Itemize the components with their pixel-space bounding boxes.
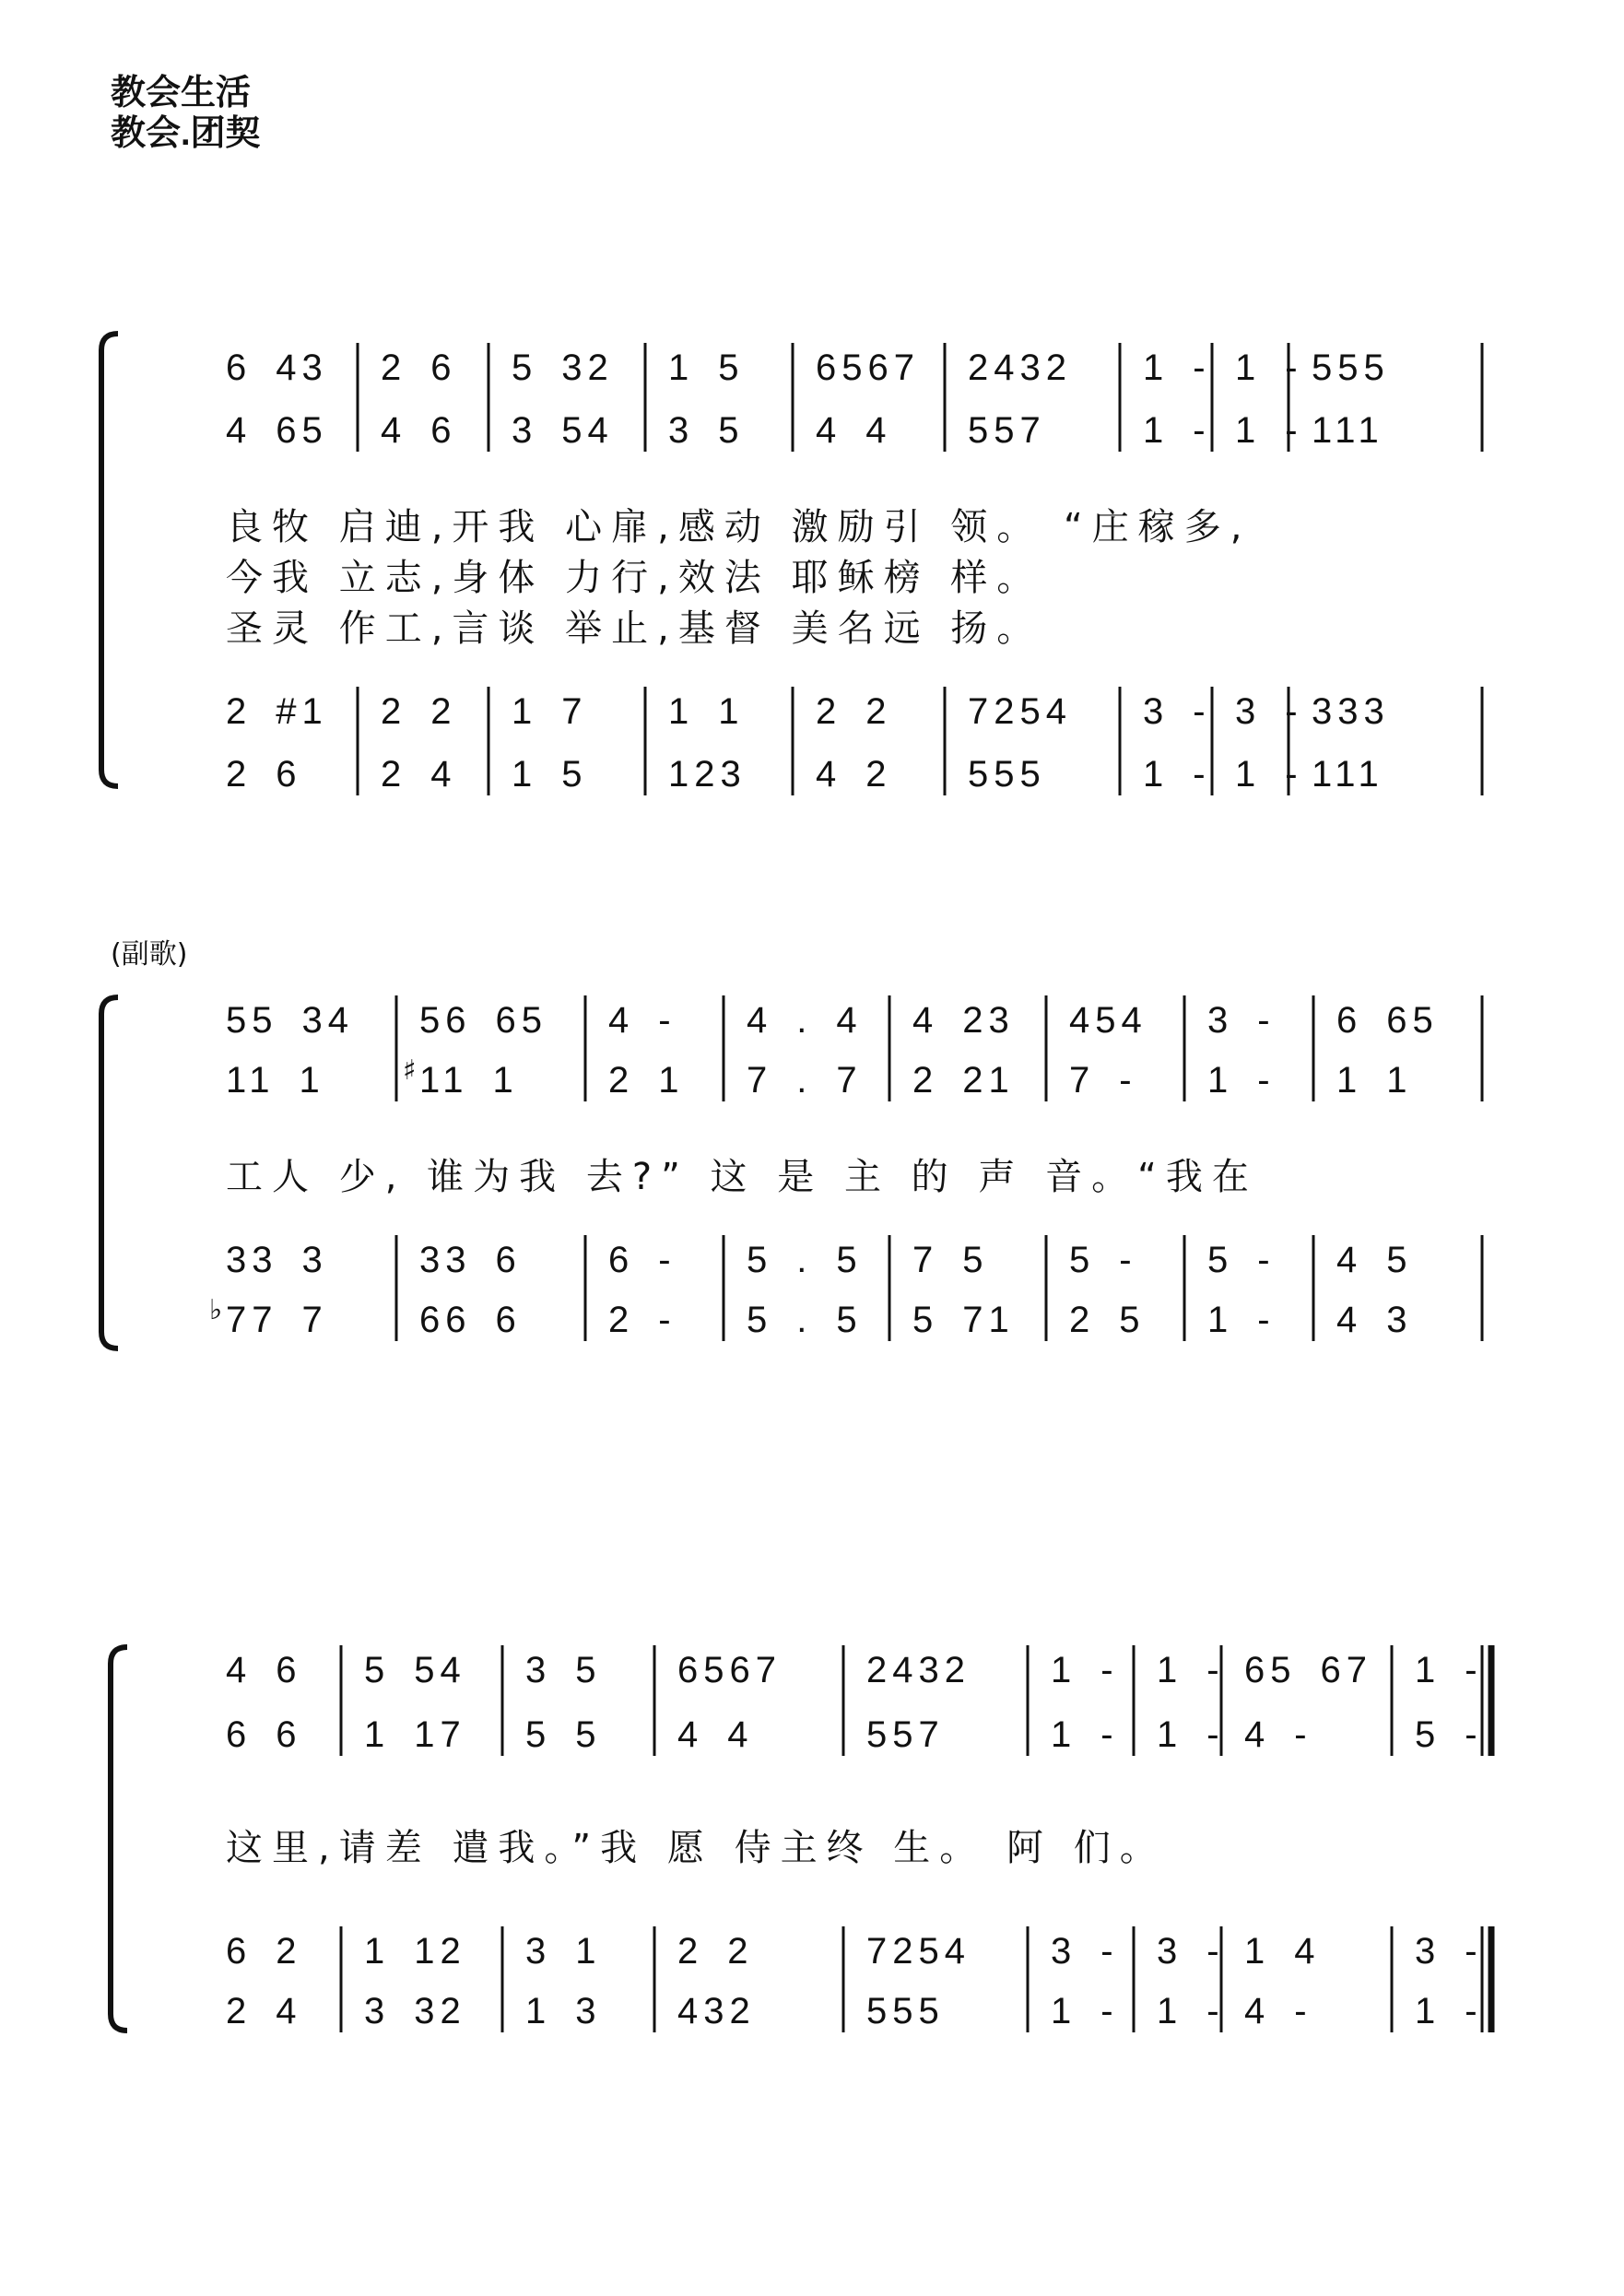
note-group: 3 5 xyxy=(668,410,745,451)
note-group: 5 . 5 xyxy=(747,1240,863,1280)
note-group: 333 xyxy=(1312,691,1390,732)
note-group: 4 3 xyxy=(1336,1300,1413,1340)
note-group: 4 65 xyxy=(226,410,328,451)
note-group: 4 - xyxy=(608,1000,677,1041)
note-group: 2 4 xyxy=(381,754,457,795)
system-bracket xyxy=(101,334,118,786)
note-group: 432 xyxy=(677,1991,756,2031)
note-group: 6 65 xyxy=(1336,1000,1439,1041)
note-group: 3 - xyxy=(1235,691,1303,732)
note-group: 65 67 xyxy=(1244,1650,1372,1690)
note-group: 2 5 xyxy=(1069,1300,1146,1340)
note-group: 1 12 xyxy=(364,1931,466,1972)
note-group: 2 4 xyxy=(226,1991,302,2031)
note-group: 557 xyxy=(866,1714,945,1755)
note-group: 1 - xyxy=(1051,1714,1119,1755)
note-group: 2 - xyxy=(608,1300,677,1340)
note-group: 3 - xyxy=(1143,691,1211,732)
note-group: 111 xyxy=(1312,410,1384,451)
note-group: 11 1 xyxy=(419,1060,519,1101)
note-group: 7254 xyxy=(968,691,1072,732)
note-group: 1 - xyxy=(1235,347,1303,388)
note-group: 4 4 xyxy=(677,1714,754,1755)
note-group: 1 - xyxy=(1207,1060,1276,1101)
note-group: 1 - xyxy=(1051,1650,1119,1690)
note-group: 1 - xyxy=(1143,410,1211,451)
note-group: 2 6 xyxy=(226,754,302,795)
note-group: 1 - xyxy=(1207,1300,1276,1340)
note-group: 1 5 xyxy=(512,754,588,795)
note-group: 6 6 xyxy=(226,1714,302,1755)
note-group: 7 . 7 xyxy=(747,1060,863,1101)
note-group: 6567 xyxy=(816,347,920,388)
note-group: 7254 xyxy=(866,1931,971,1972)
note-group: 1 7 xyxy=(512,691,588,732)
note-group: 4 6 xyxy=(381,410,457,451)
note-group: 4 23 xyxy=(912,1000,1015,1041)
note-group: 4 6 xyxy=(226,1650,302,1690)
lyric-line: 今我 立志,身体 力行,效法 耶稣榜 样。 xyxy=(226,557,1043,599)
note-group: 1 - xyxy=(1235,410,1303,451)
note-group: 77 7 xyxy=(226,1300,328,1340)
note-group: 11 1 xyxy=(226,1060,325,1101)
note-group: 4 5 xyxy=(1336,1240,1413,1280)
note-group: 7 - xyxy=(1069,1060,1137,1101)
note-group: 4 . 4 xyxy=(747,1000,863,1041)
note-group: 5 71 xyxy=(912,1300,1015,1340)
note-group: 1 1 xyxy=(668,691,745,732)
note-group: 5 - xyxy=(1207,1240,1276,1280)
header-line-1: 教会生活 xyxy=(111,74,252,112)
note-group: 111 xyxy=(1312,754,1384,795)
lyric-line: 圣灵 作工,言谈 举止,基督 美名远 扬。 xyxy=(226,607,1043,650)
note-group: 555 xyxy=(968,754,1046,795)
note-group: 2 2 xyxy=(677,1931,754,1972)
note-group: 1 - xyxy=(1143,754,1211,795)
note-group: 56 65 xyxy=(419,1000,547,1041)
note-group: 33 6 xyxy=(419,1240,522,1280)
note-group: 3 - xyxy=(1415,1931,1483,1972)
note-group: 4 2 xyxy=(816,754,892,795)
note-group: 1 - xyxy=(1235,754,1303,795)
note-group: 2 2 xyxy=(381,691,457,732)
note-group: 4 - xyxy=(1244,1991,1312,2031)
accidental-mark: ♯ xyxy=(403,1054,417,1087)
note-group: 1 - xyxy=(1157,1650,1225,1690)
note-group: 3 1 xyxy=(525,1931,602,1972)
system-bracket xyxy=(111,1647,127,2031)
note-group: 1 1 xyxy=(1336,1060,1413,1101)
note-group: 3 - xyxy=(1051,1931,1119,1972)
note-group: 1 3 xyxy=(525,1991,602,2031)
note-group: 1 17 xyxy=(364,1714,466,1755)
accidental-mark: ♭ xyxy=(209,1294,223,1326)
note-group: 2 21 xyxy=(912,1060,1015,1101)
note-group: 6 2 xyxy=(226,1931,302,1972)
section-label: (副歌) xyxy=(111,938,188,971)
note-group: 7 5 xyxy=(912,1240,989,1280)
note-group: 5 . 5 xyxy=(747,1300,863,1340)
note-group: 4 - xyxy=(1244,1714,1312,1755)
note-group: 5 - xyxy=(1069,1240,1137,1280)
note-group: 555 xyxy=(1312,347,1390,388)
lyric-line: 工人 少, 谁为我 去?” 这 是 主 的 声 音。“我在 xyxy=(226,1156,1258,1198)
note-group: 33 3 xyxy=(226,1240,328,1280)
note-group: 1 - xyxy=(1051,1991,1119,2031)
note-group: 6 43 xyxy=(226,347,328,388)
note-group: 66 6 xyxy=(419,1300,522,1340)
note-group: 557 xyxy=(968,410,1046,451)
note-group: 3 5 xyxy=(525,1650,602,1690)
note-group: 123 xyxy=(668,754,747,795)
note-group: 454 xyxy=(1069,1000,1147,1041)
note-group: 6 - xyxy=(608,1240,677,1280)
note-group: 2 1 xyxy=(608,1060,685,1101)
note-group: 1 - xyxy=(1157,1714,1225,1755)
note-group: 3 32 xyxy=(364,1991,466,2031)
note-group: 1 - xyxy=(1415,1991,1483,2031)
note-group: 2 2 xyxy=(816,691,892,732)
note-group: 1 5 xyxy=(668,347,745,388)
note-group: 1 - xyxy=(1157,1991,1225,2031)
note-group: 5 32 xyxy=(512,347,614,388)
note-group: 3 54 xyxy=(512,410,614,451)
note-group: 4 4 xyxy=(816,410,892,451)
note-group: 55 34 xyxy=(226,1000,354,1041)
note-group: 2 6 xyxy=(381,347,457,388)
note-group: 5 - xyxy=(1415,1714,1483,1755)
note-group: 2432 xyxy=(866,1650,971,1690)
lyric-line: 这里,请差 遣我。”我 愿 侍主终 生。 阿 们。 xyxy=(226,1827,1166,1869)
note-group: 555 xyxy=(866,1991,945,2031)
note-group: 3 - xyxy=(1207,1000,1276,1041)
note-group: 1 4 xyxy=(1244,1931,1321,1972)
header-line-2: 教会.团契 xyxy=(111,114,261,153)
note-group: 1 - xyxy=(1143,347,1211,388)
lyric-line: 良牧 启迪,开我 心扉,感动 激励引 领。 “庄稼多, xyxy=(226,506,1252,548)
note-group: 3 - xyxy=(1157,1931,1225,1972)
note-group: 1 - xyxy=(1415,1650,1483,1690)
system-bracket xyxy=(101,997,118,1348)
note-group: 5 5 xyxy=(525,1714,602,1755)
note-group: 6567 xyxy=(677,1650,782,1690)
note-group: 2432 xyxy=(968,347,1072,388)
note-group: 5 54 xyxy=(364,1650,466,1690)
note-group: 2 #1 xyxy=(226,691,328,732)
